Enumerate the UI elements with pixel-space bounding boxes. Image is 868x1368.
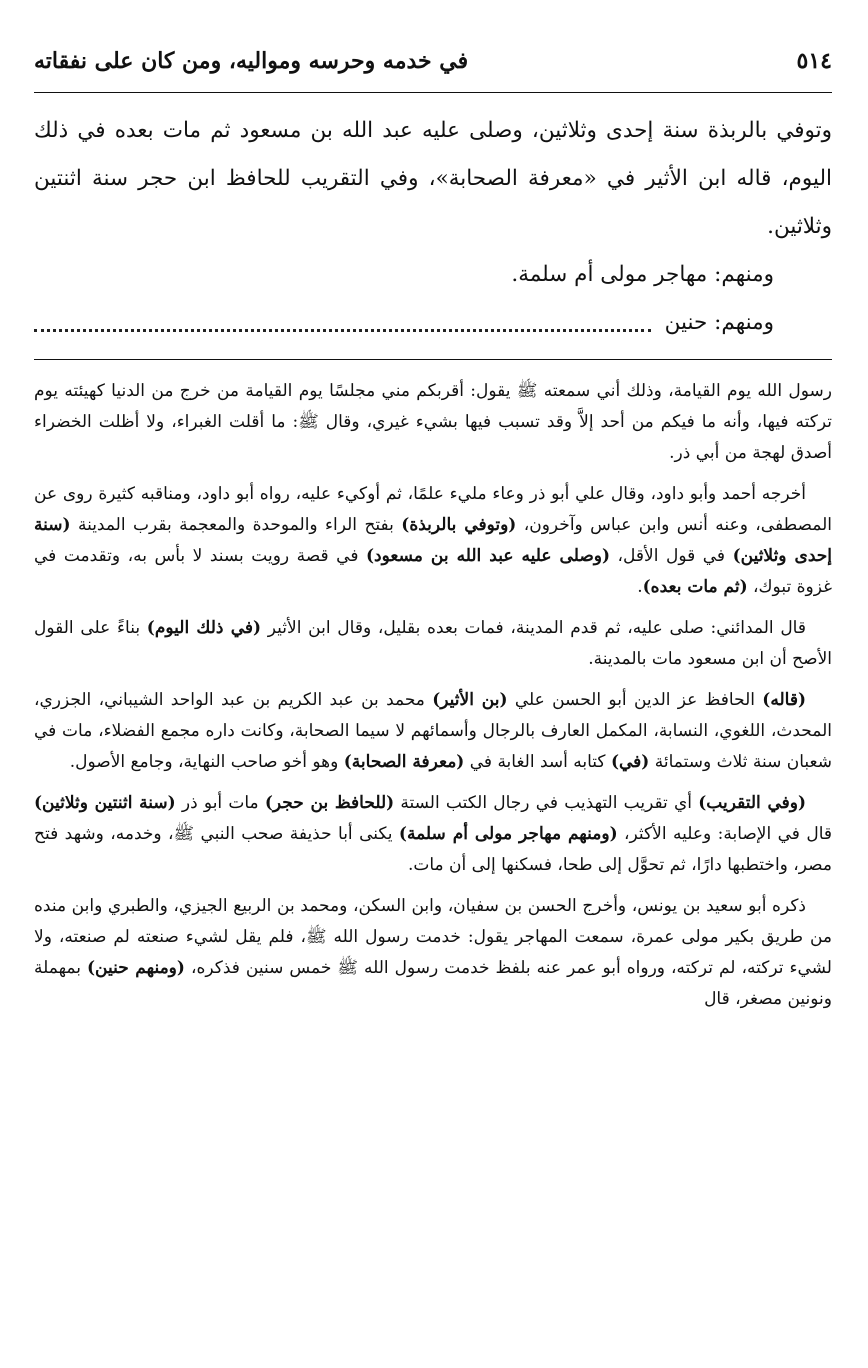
- quoted-matn: (بن الأثير): [432, 690, 508, 710]
- page-header: [34, 48, 832, 92]
- commentary-separator: [34, 359, 832, 360]
- commentary-text: قال المدائني: صلى عليه، ثم قدم المدينة، فمات بعده بقليل، وقال ابن الأثير: [261, 618, 806, 638]
- commentary-text: كتابه أسد الغابة في: [464, 752, 611, 772]
- commentary-text: بمهملة ونونين مصغر، قال: [34, 958, 832, 1009]
- quoted-matn: (وتوفي بالربذة): [401, 515, 517, 535]
- quoted-matn: (قاله): [762, 690, 806, 710]
- commentary-text: قال في الإصابة: وعليه الأكثر،: [617, 824, 833, 844]
- commentary-text: في قول الأقل،: [610, 546, 733, 566]
- commentary-text: مات أبو ذر: [175, 793, 265, 813]
- main-text-line-hunayn-text: ومنهم: حنين: [664, 310, 774, 335]
- quoted-matn: (ومنهم حنين): [87, 958, 185, 978]
- quoted-matn: (ومنهم مهاجر مولى أم سلمة): [398, 824, 618, 844]
- commentary-text: أي تقريب التهذيب في رجال الكتب الستة: [394, 793, 699, 813]
- commentary-text: ذكره أبو سعيد بن يونس، وأخرج الحسن بن سفيان، وابن السكن، ومحمد بن الربيع الجيزي، والطبري وابن منده من طريق بكير مولى عمرة، سمعت المهاجر يقول: خدمت رسول الله ﷺ، فلم يقل لشيء صنعته لم صنعته، ولا لشيء تركته، لم تركته، ورواه أبو عمر عنه بلفظ خدمت رسول الله ﷺ خمس سنين فذكره،: [34, 896, 832, 978]
- quoted-matn: (سنة اثنتين وثلاثين): [34, 793, 176, 813]
- header-rule: [34, 92, 832, 93]
- commentary-text: محمد بن عبد الكريم بن عبد الواحد الشيباني، الجزري، المحدث، اللغوي، النسابة، المكمل العارف بالرجال وأسمائهم لا سيما الصحابة، وكانت داره مجمع الفضلاء، مات في شعبان سنة ثلاث وستمائة: [34, 690, 832, 772]
- commentary-text: بفتح الراء والموحدة والمعجمة بقرب المدينة: [70, 515, 402, 535]
- quoted-matn: (في ذلك اليوم): [146, 618, 262, 638]
- quoted-matn: (في): [610, 752, 650, 772]
- quoted-matn: (سنة إحدى وثلاثين): [34, 515, 833, 566]
- commentary-text: أخرجه أحمد وأبو داود، وقال علي أبو ذر وعاء مليء علمًا، ثم أوكيء عليه، رواه أبو داود، ومناقبه كثيرة روى عن المصطفى، وعنه أنس وابن عباس وآخرون،: [34, 484, 832, 535]
- main-text: [34, 107, 832, 347]
- page-number: ٥١٤: [796, 48, 832, 74]
- quoted-matn: (وصلى عليه عبد الله بن مسعود): [365, 546, 611, 566]
- quoted-matn: (معرفة الصحابة): [343, 752, 465, 772]
- commentary-text: .: [637, 577, 643, 597]
- main-text-line-hunayn: [34, 299, 774, 347]
- quoted-matn: (وفي التقريب): [698, 793, 807, 813]
- commentary-paragraph-3: [34, 613, 832, 675]
- commentary-text: يكنى أبا حذيفة صحب النبي ﷺ، وخدمه، وشهد فتح مصر، واختطبها دارًا، ثم تحوَّل إلى طحا، فسكنها إلى أن مات.: [34, 824, 832, 875]
- commentary-paragraph-6: [34, 891, 832, 1015]
- commentary-text: الحافظ عز الدين أبو الحسن علي: [507, 690, 763, 710]
- running-title: في خدمه وحرسه ومواليه، ومن كان على نفقاته: [34, 48, 469, 74]
- commentary: [34, 376, 832, 1015]
- quoted-matn: (للحافظ بن حجر): [264, 793, 395, 813]
- main-text-paragraph: وتوفي بالربذة سنة إحدى وثلاثين، وصلى عليه عبد الله بن مسعود ثم مات بعده في ذلك اليوم، قاله ابن الأثير في «معرفة الصحابة»، وفي التقريب للحافظ ابن حجر سنة اثنتين وثلاثين.: [34, 118, 832, 239]
- commentary-paragraph-4: [34, 685, 832, 778]
- commentary-paragraph-1: رسول الله يوم القيامة، وذلك أني سمعته ﷺ يقول: أقربكم مني مجلسًا يوم القيامة من خرج من الدنيا كهيئته يوم تركته فيها، وأنه ما فيكم من أحد إلاَّ وقد تسبب فيها بشيء غيري، وقال ﷺ: ما أقلت الغبراء، ولا أظلت الخضراء أصدق لهجة من أبي ذر.: [34, 381, 832, 463]
- commentary-paragraph-2: [34, 479, 832, 603]
- commentary-paragraph-5: [34, 788, 832, 881]
- commentary-text: في قصة رويت بسند لا بأس به، وتقدمت في غزوة تبوك،: [34, 546, 832, 597]
- dotted-leader: [34, 315, 651, 332]
- main-text-line-muhajir: ومنهم: مهاجر مولى أم سلمة.: [511, 262, 774, 287]
- commentary-text: بناءً على القول الأصح أن ابن مسعود مات بالمدينة.: [34, 618, 832, 669]
- commentary-text: وهو أخو صاحب النهاية، وجامع الأصول.: [69, 752, 344, 772]
- quoted-matn: (ثم مات بعده): [642, 577, 748, 597]
